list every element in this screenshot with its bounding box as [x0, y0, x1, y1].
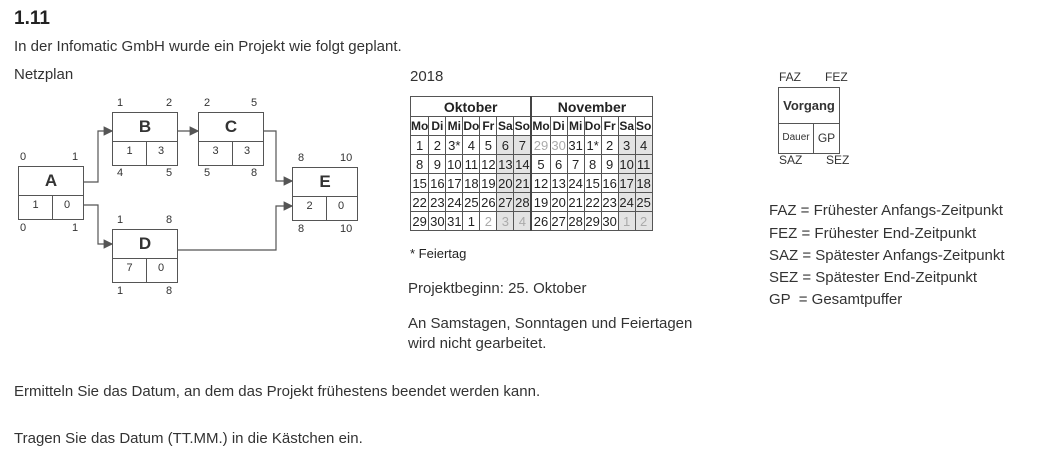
calendar-week-row — [411, 193, 653, 212]
legend-fez: FEZ — [825, 70, 848, 84]
calendar-day-cell: 7 — [567, 155, 584, 174]
legend-vorgang: Vorgang — [779, 88, 839, 124]
node-a-fez: 1 — [72, 151, 79, 163]
calendar-day-cell: 13 — [498, 156, 513, 172]
calendar-day-cell: 2 — [601, 136, 618, 155]
calendar-day-cell: 24 — [619, 194, 634, 210]
calendar-day-cell: 30 — [602, 213, 617, 229]
node-b-faz: 1 — [117, 97, 124, 109]
legend-box — [778, 87, 840, 154]
node-d-gp: 0 — [157, 262, 165, 274]
legend-saz: SAZ — [779, 153, 803, 167]
calendar-day-cell: 31 — [568, 137, 583, 153]
calendar-day-cell: 2 — [635, 212, 652, 231]
work-note-line1: An Samstagen, Sonntagen und Feiertagen — [408, 315, 693, 332]
calendar-day-cell: 27 — [551, 213, 566, 229]
calendar-day-cell: 16 — [602, 175, 617, 191]
node-c-name: C — [199, 113, 263, 142]
calendar-day-cell: 10 — [447, 156, 462, 172]
calendar-day-cell: 26 — [481, 194, 496, 210]
calendar-day-cell: 30 — [551, 137, 566, 153]
calendar-day-cell: 1* — [584, 136, 601, 155]
calendar-day-header: So — [635, 117, 652, 136]
node-e-fez: 10 — [340, 152, 353, 164]
calendar-day-cell: 20 — [551, 194, 566, 210]
node-e-saz: 8 — [298, 223, 305, 235]
calendar-day-cell: 11 — [464, 156, 479, 172]
node-e-faz: 8 — [298, 152, 305, 164]
calendar-day-cell: 3 — [497, 212, 514, 231]
calendar-month-header: November — [531, 97, 652, 117]
node-a-dauer: 1 — [19, 195, 53, 219]
node-b-name: B — [113, 113, 177, 142]
calendar-day-cell: 3 — [618, 136, 635, 155]
node-b — [112, 112, 178, 166]
calendar-week-row — [411, 136, 653, 155]
calendar-day-cell: 2 — [480, 212, 497, 231]
legend-gp: GP — [817, 131, 836, 145]
calendar-day-cell: 22 — [412, 194, 427, 210]
calendar-day-cell: 8 — [584, 155, 601, 174]
calendar-day-cell: 18 — [636, 175, 651, 191]
calendar-day-cell: 9 — [601, 155, 618, 174]
calendar-day-cell: 29 — [531, 136, 550, 155]
node-d-dauer: 7 — [113, 258, 147, 282]
calendar-day-cell: 5 — [480, 136, 497, 155]
legend-def-gp: GP = Gesamtpuffer — [769, 291, 903, 308]
node-b-fez: 2 — [166, 97, 173, 109]
node-c-saz: 5 — [204, 167, 211, 179]
node-d-saz: 1 — [117, 285, 124, 297]
node-d — [112, 229, 178, 283]
calendar-day-header: Do — [584, 117, 601, 136]
node-a-gp: 0 — [63, 199, 71, 211]
calendar-day-cell: 8 — [411, 155, 429, 174]
node-e-dauer: 2 — [293, 196, 327, 220]
calendar-day-cell: 4 — [635, 136, 652, 155]
node-c-fez: 5 — [251, 97, 258, 109]
netzplan-label: Netzplan — [14, 66, 74, 83]
calendar-day-cell: 2 — [429, 136, 446, 155]
node-b-gp: 3 — [157, 145, 165, 157]
node-a — [18, 166, 84, 220]
calendar-day-cell: 17 — [447, 175, 462, 191]
calendar-day-cell: 20 — [498, 175, 513, 191]
calendar-week-row — [411, 174, 653, 193]
node-a-saz: 0 — [20, 222, 27, 234]
calendar-day-header: So — [514, 117, 532, 136]
node-a-sez: 1 — [72, 222, 79, 234]
calendar-day-header-row — [411, 117, 653, 136]
calendar-year: 2018 — [410, 68, 444, 85]
node-b-saz: 4 — [117, 167, 124, 179]
node-c — [198, 112, 264, 166]
calendar-day-cell: 23 — [430, 194, 445, 210]
calendar-day-cell: 15 — [412, 175, 427, 191]
calendar-day-cell: 10 — [619, 156, 634, 172]
calendar-day-header: Sa — [618, 117, 635, 136]
calendar-day-header: Mi — [446, 117, 463, 136]
calendar-day-cell: 19 — [531, 193, 550, 212]
node-d-name: D — [113, 230, 177, 259]
calendar-day-header: Mo — [411, 117, 429, 136]
calendar-day-cell: 25 — [464, 194, 479, 210]
node-e-gp: 0 — [337, 200, 345, 212]
calendar-day-cell: 28 — [515, 194, 530, 210]
legend-faz: FAZ — [779, 70, 802, 84]
calendar-day-cell: 14 — [515, 156, 530, 172]
calendar-day-cell: 28 — [568, 213, 583, 229]
calendar-day-header: Mo — [531, 117, 550, 136]
calendar-day-cell: 24 — [568, 175, 583, 191]
node-a-name: A — [19, 167, 83, 196]
calendar-month-header: Oktober — [411, 97, 532, 117]
calendar-day-cell: 29 — [412, 213, 427, 229]
calendar-day-cell: 13 — [551, 175, 566, 191]
calendar-day-cell: 15 — [585, 175, 600, 191]
calendar-day-cell: 17 — [619, 175, 634, 191]
calendar-day-cell: 12 — [531, 174, 550, 193]
calendar-day-header: Mi — [567, 117, 584, 136]
node-d-fez: 8 — [166, 214, 173, 226]
calendar-day-cell: 19 — [481, 175, 496, 191]
legend-dauer: Dauer — [779, 123, 814, 153]
calendar-day-cell: 21 — [515, 175, 530, 191]
node-e-name: E — [293, 168, 357, 197]
calendar-day-cell: 22 — [585, 194, 600, 210]
calendar-day-header: Do — [463, 117, 480, 136]
arrow-c-e — [264, 131, 292, 181]
node-c-dauer: 3 — [199, 141, 233, 165]
node-c-sez: 8 — [251, 167, 258, 179]
project-start: Projektbeginn: 25. Oktober — [408, 280, 587, 297]
node-c-gp: 3 — [243, 145, 251, 157]
calendar-day-cell: 24 — [447, 194, 462, 210]
calendar-day-cell: 7 — [514, 136, 532, 155]
calendar-day-header: Di — [429, 117, 446, 136]
calendar-day-cell: 29 — [585, 213, 600, 229]
task-question: Ermitteln Sie das Datum, an dem das Projekt frühestens beendet werden kann. — [14, 383, 541, 400]
calendar-day-header: Di — [550, 117, 567, 136]
calendar-body — [411, 136, 653, 231]
task-instruction: Tragen Sie das Datum (TT.MM.) in die Kästchen ein. — [14, 430, 363, 447]
node-e — [292, 167, 358, 221]
calendar-day-cell: 31 — [447, 213, 462, 229]
calendar-day-header: Fr — [480, 117, 497, 136]
node-a-faz: 0 — [20, 151, 27, 163]
node-d-faz: 1 — [117, 214, 124, 226]
calendar-day-cell: 3* — [446, 136, 463, 155]
task-intro: In der Infomatic GmbH wurde ein Projekt wie folgt geplant. — [14, 38, 402, 55]
legend-def-faz: FAZ = Frühester Anfangs-Zeitpunkt — [769, 202, 1003, 219]
calendar-day-cell: 6 — [497, 136, 514, 155]
arrow-a-d — [84, 205, 112, 244]
calendar-day-header: Sa — [497, 117, 514, 136]
calendar-day-cell: 1 — [411, 136, 429, 155]
arrow-a-b — [84, 131, 112, 182]
node-b-sez: 5 — [166, 167, 173, 179]
calendar-day-cell: 4 — [463, 136, 480, 155]
calendar-table — [410, 96, 653, 231]
calendar-day-cell: 23 — [602, 194, 617, 210]
calendar-week-row — [411, 212, 653, 231]
legend-def-fez: FEZ = Frühester End-Zeitpunkt — [769, 225, 977, 242]
calendar-day-cell: 5 — [531, 155, 550, 174]
calendar-day-cell: 11 — [636, 156, 651, 172]
calendar-day-cell: 30 — [430, 213, 445, 229]
calendar-day-cell: 18 — [464, 175, 479, 191]
calendar-day-cell: 6 — [550, 155, 567, 174]
calendar-day-header: Fr — [601, 117, 618, 136]
calendar-day-cell: 4 — [514, 212, 532, 231]
calendar-day-cell: 1 — [463, 212, 480, 231]
task-number: 1.11 — [14, 8, 50, 29]
legend-def-saz: SAZ = Spätester Anfangs-Zeitpunkt — [769, 247, 1005, 264]
calendar-day-cell: 9 — [429, 155, 446, 174]
work-note-line2: wird nicht gearbeitet. — [408, 335, 547, 352]
legend-def-sez: SEZ = Spätester End-Zeitpunkt — [769, 269, 978, 286]
node-c-faz: 2 — [204, 97, 211, 109]
calendar-day-cell: 26 — [531, 212, 550, 231]
calendar-week-row — [411, 155, 653, 174]
calendar-day-cell: 25 — [636, 194, 651, 210]
node-b-dauer: 1 — [113, 141, 147, 165]
legend-sez: SEZ — [826, 153, 850, 167]
arrow-d-e — [178, 206, 292, 250]
calendar-footnote: * Feiertag — [410, 246, 467, 261]
node-d-sez: 8 — [166, 285, 173, 297]
calendar-day-cell: 1 — [618, 212, 635, 231]
calendar-day-cell: 27 — [498, 194, 513, 210]
node-e-sez: 10 — [340, 223, 353, 235]
calendar-day-cell: 21 — [568, 194, 583, 210]
calendar-day-cell: 16 — [430, 175, 445, 191]
calendar-day-cell: 12 — [481, 156, 496, 172]
